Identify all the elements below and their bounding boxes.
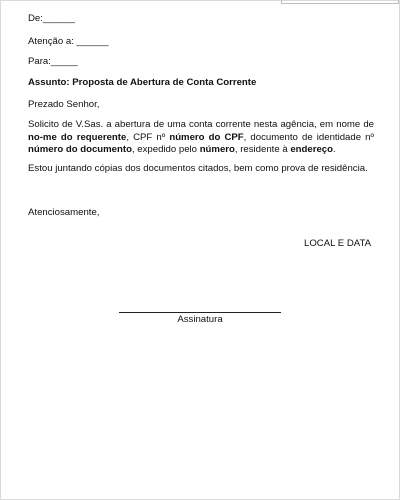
placeholder-field: número do documento xyxy=(28,144,132,155)
signature-label: Assinatura xyxy=(177,314,223,325)
text-segment: Solicito de V.Sas. a abertura de uma conta corrente nesta agência, em nome de xyxy=(28,119,374,130)
documents-paragraph: Estou juntando cópias dos documentos citados, bem como prova de residência. xyxy=(28,163,368,174)
placeholder-field: número do CPF xyxy=(169,131,244,143)
header-box xyxy=(281,0,399,4)
text-segment: . xyxy=(333,144,336,155)
greeting: Prezado Senhor, xyxy=(28,99,100,110)
text-segment: , residente à xyxy=(234,144,291,155)
attention-field: Atenção a: ______ xyxy=(28,36,109,47)
text-segment: , documento de identidade nº xyxy=(243,131,374,143)
signature-line xyxy=(119,312,281,313)
from-field: De:______ xyxy=(28,13,75,24)
closing: Atenciosamente, xyxy=(28,207,100,218)
request-paragraph xyxy=(28,119,374,157)
placeholder-field: endereço xyxy=(290,144,334,155)
placeholder-field: número xyxy=(199,144,235,155)
placeholder-field: no-me do requerente xyxy=(28,131,127,143)
text-segment: , CPF nº xyxy=(126,131,170,143)
place-date: LOCAL E DATA xyxy=(304,238,371,249)
to-field: Para:_____ xyxy=(28,56,78,67)
text-segment: , expedido pelo xyxy=(131,144,200,155)
subject-line: Assunto: Proposta de Abertura de Conta Corrente xyxy=(28,77,257,88)
